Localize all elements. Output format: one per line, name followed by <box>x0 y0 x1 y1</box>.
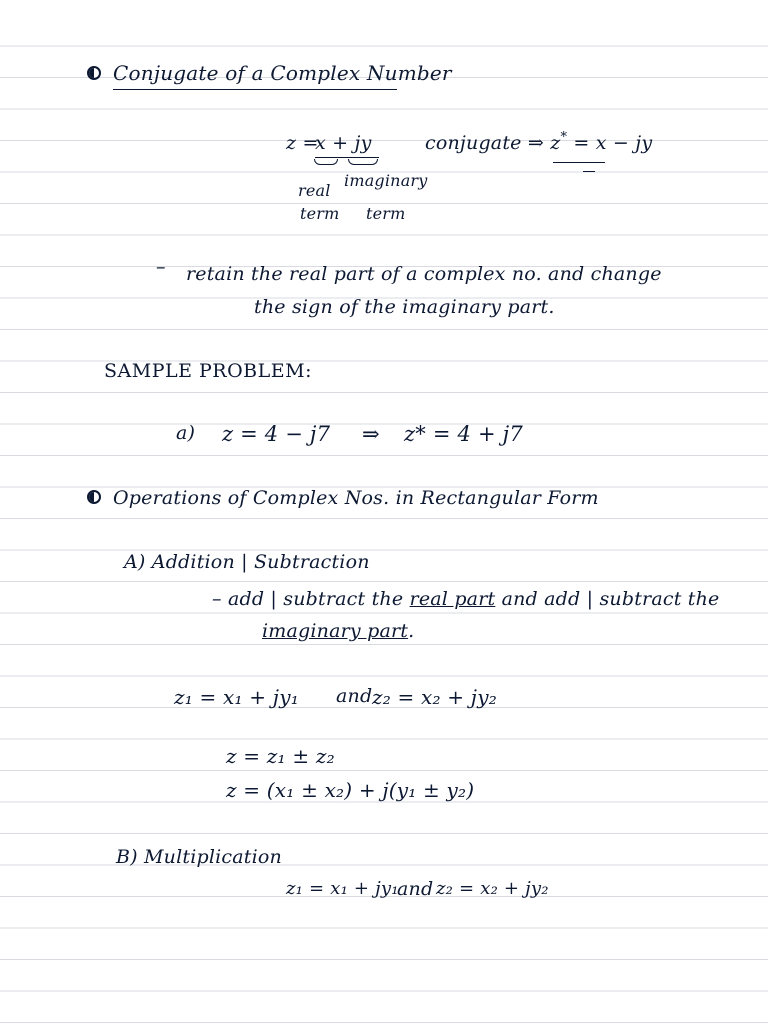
z2-definition: z₂ = x₂ + jy₂ <box>372 685 497 709</box>
sum-line-2: z = (x₁ ± x₂) + j(y₁ ± y₂) <box>226 778 475 802</box>
addition-rule-post: and add | subtract the <box>495 588 720 610</box>
title-underline <box>113 89 397 90</box>
addition-rule-pre: – add | subtract the <box>212 588 410 610</box>
real-brace <box>314 159 338 165</box>
conj-star: * <box>560 130 568 145</box>
conjugate-label: conjugate ⇒ <box>425 132 551 154</box>
imag-brace <box>348 159 378 165</box>
conj-rhs: = x − jy <box>567 132 653 154</box>
sample-problem-heading: SAMPLE PROBLEM: <box>104 360 312 382</box>
sample-answer: z* = 4 + j7 <box>404 422 523 446</box>
rule-dash: – <box>156 256 166 278</box>
rule-line-2: the sign of the imaginary part. <box>254 296 555 318</box>
bullet-icon <box>87 66 101 80</box>
conj-minus-underline <box>583 171 595 172</box>
conj-underline <box>553 162 605 163</box>
conj-z: z <box>550 132 561 154</box>
and-word-1: and <box>336 685 373 707</box>
real-label: real <box>298 181 331 200</box>
complex-equation-rhs: x + jy <box>315 132 372 154</box>
section-title-operations: Operations of Complex Nos. in Rectangular Form <box>113 487 599 509</box>
imaginary-label: imaginary <box>344 171 428 190</box>
sample-problem: z = 4 − j7 <box>222 422 331 446</box>
imaginary-term-label: term <box>366 204 406 223</box>
sample-label: a) <box>176 422 196 444</box>
real-term-label: term <box>300 204 340 223</box>
bullet-icon <box>87 490 101 504</box>
mult-z2: z₂ = x₂ + jy₂ <box>436 878 549 899</box>
addition-heading: A) Addition | Subtraction <box>124 551 370 573</box>
and-word-2: and <box>397 878 434 900</box>
eq-rhs-underline <box>315 157 379 158</box>
z1-definition: z₁ = x₁ + jy₁ <box>174 685 299 709</box>
addition-rule-end: . <box>408 620 415 642</box>
addition-rule-real: real part <box>409 588 496 610</box>
complex-equation-lhs: z = <box>286 132 319 154</box>
addition-rule <box>212 590 720 609</box>
conjugate-equation <box>425 130 653 154</box>
multiplication-heading: B) Multiplication <box>116 846 282 868</box>
sample-arrow: ⇒ <box>362 422 380 446</box>
rule-line-1: retain the real part of a complex no. and change <box>186 263 662 285</box>
section-title-conjugate: Conjugate of a Complex Number <box>113 61 452 85</box>
addition-rule-imag: imaginary part <box>262 620 409 642</box>
mult-z1: z₁ = x₁ + jy₁ <box>286 878 399 899</box>
sum-line-1: z = z₁ ± z₂ <box>226 744 335 768</box>
addition-rule-line2 <box>262 622 414 641</box>
